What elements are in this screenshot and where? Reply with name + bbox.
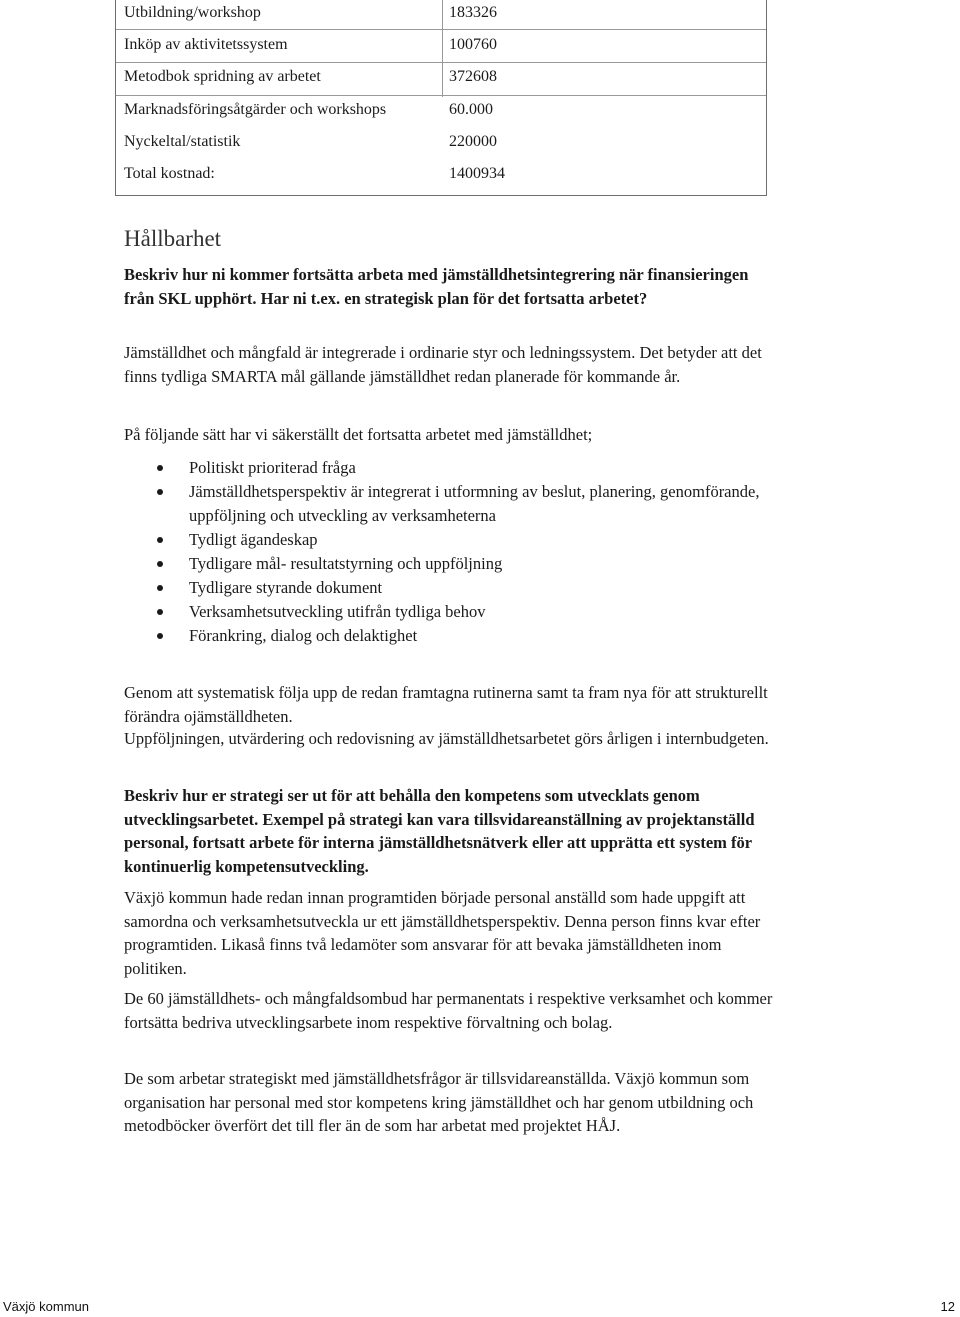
bullet-icon <box>157 561 163 567</box>
list-item-text: Jämställdhetsperspektiv är integrerat i utformning av beslut, planering, genomförande, uppföljning och utveckling av verksamheterna <box>189 482 760 525</box>
list-item-text: Verksamhetsutveckling utifrån tydliga behov <box>189 602 486 621</box>
list-item <box>124 624 774 648</box>
cost-value: 220000 <box>449 133 497 150</box>
bullet-icon <box>157 465 163 471</box>
bullet-icon <box>157 489 163 495</box>
list-item-text: Tydligt ägandeskap <box>189 530 318 549</box>
cost-label: Inköp av aktivitetssystem <box>124 36 288 53</box>
list-item <box>124 600 774 624</box>
bullet-icon <box>157 609 163 615</box>
footer-organization: Växjö kommun <box>3 1299 89 1314</box>
paragraph: Växjö kommun hade redan innan programtiden började personal anställd som hade uppgift att samordna och verksamhetsutveckla ur ett jämställdhetsperspektiv. Denna person finns kvar efter programtiden. Likaså finns två ledamöter som ansvarar för att bevaka jämställdheten inom politiken. <box>124 888 761 978</box>
list-item-text: Tydligare styrande dokument <box>189 578 383 597</box>
cost-label: Utbildning/workshop <box>124 4 261 21</box>
cost-value: 100760 <box>449 36 497 53</box>
cost-label: Nyckeltal/statistik <box>124 133 241 150</box>
cost-value: 60.000 <box>449 101 493 118</box>
list-item <box>124 456 774 480</box>
table-row <box>116 0 766 29</box>
section-heading: Hållbarhet <box>124 226 222 251</box>
cost-value: 183326 <box>449 4 497 21</box>
table-row <box>116 29 766 61</box>
paragraph: Genom att systematisk följa upp de redan framtagna rutinerna samt ta fram nya för att strukturellt förändra ojämställdheten. <box>124 683 768 726</box>
table-row <box>116 61 766 93</box>
paragraph: De som arbetar strategiskt med jämställdhetsfrågor är tillsvidareanställda. Växjö kommun som organisation har personal med stor kompetens kring jämställdhet och har genom utbildning och metodböcker överfört det till fler än de som har arbetat med projektet HÅJ. <box>124 1069 754 1135</box>
question-sustainability: Beskriv hur ni kommer fortsätta arbeta med jämställdhetsintegrering när finansieringen från SKL upphört. Har ni t.ex. en strategisk plan för det fortsatta arbetet? <box>124 265 749 308</box>
cost-value: 1400934 <box>449 165 505 182</box>
cost-table <box>115 0 767 196</box>
cost-label: Metodbok spridning av arbetet <box>124 68 321 85</box>
list-item-text: Politiskt prioriterad fråga <box>189 458 356 477</box>
list-item <box>124 480 774 528</box>
paragraph: Jämställdhet och mångfald är integrerade i ordinarie styr och ledningssystem. Det betyder att det finns tydliga SMARTA mål gällande jämställdhet redan planerade för kommande år. <box>124 343 762 386</box>
cost-value: 372608 <box>449 68 497 85</box>
list-item <box>124 528 774 552</box>
paragraph: Uppföljningen, utvärdering och redovisning av jämställdhetsarbetet görs årligen i internbudgeten. <box>124 729 769 748</box>
list-item-text: Tydligare mål- resultatstyrning och uppföljning <box>189 554 503 573</box>
bullet-list <box>124 456 774 648</box>
table-row <box>116 126 766 158</box>
paragraph: De 60 jämställdhets- och mångfaldsombud har permanentats i respektive verksamhet och kommer fortsätta bedriva utvecklingsarbete inom respektive förvaltning och bolag. <box>124 989 773 1032</box>
question-competence: Beskriv hur er strategi ser ut för att behålla den kompetens som utvecklats genom utvecklingsarbetet. Exempel på strategi kan vara tillsvidareanställning av projektanställd personal, fortsatt arbete för interna jämställdhetsnätverk eller att upprätta ett system för kontinuerlig kompetensutveckling. <box>124 786 755 876</box>
list-item <box>124 552 774 576</box>
paragraph: På följande sätt har vi säkerställt det fortsatta arbetet med jämställdhet; <box>124 425 593 444</box>
list-item <box>124 576 774 600</box>
cost-label: Total kostnad: <box>124 165 215 182</box>
list-item-text: Förankring, dialog och delaktighet <box>189 626 418 645</box>
bullet-icon <box>157 633 163 639</box>
table-row <box>116 94 766 126</box>
bullet-icon <box>157 585 163 591</box>
table-row-total <box>116 158 766 190</box>
page-number: 12 <box>940 1299 955 1314</box>
bullet-icon <box>157 537 163 543</box>
cost-label: Marknadsföringsåtgärder och workshops <box>124 101 387 118</box>
